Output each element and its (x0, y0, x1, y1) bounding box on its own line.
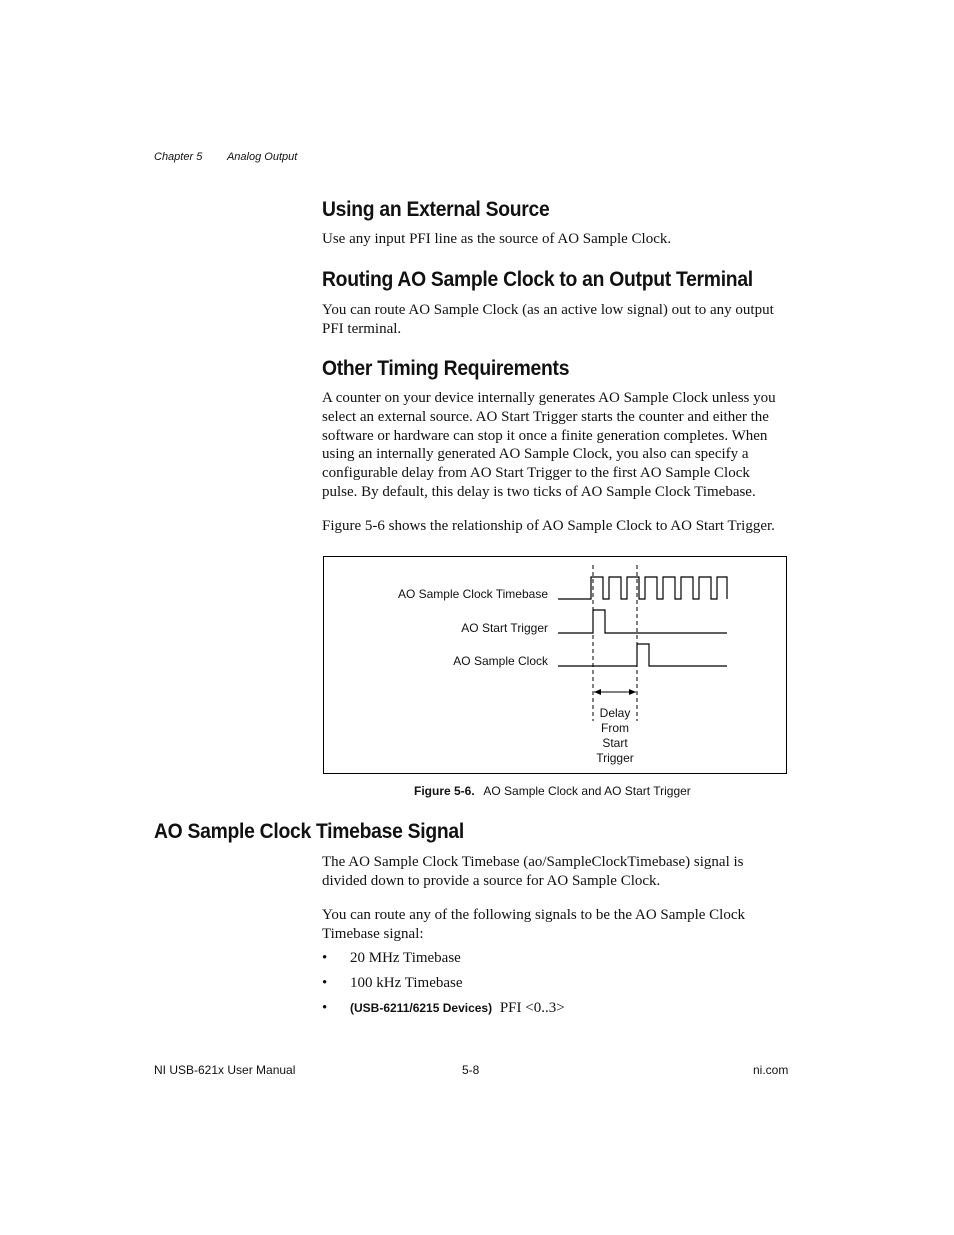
delay-label-line-1: Delay (599, 706, 631, 720)
delay-label-line-2: From (601, 721, 629, 735)
bullet-marker: • (322, 975, 328, 991)
running-head (154, 151, 319, 163)
heading-other-timing: Other Timing Requirements (322, 357, 570, 380)
footer-page-number: 5-8 (462, 1063, 480, 1077)
bullet-marker: • (322, 1000, 328, 1016)
delay-label-line-3: Start (602, 736, 628, 750)
waveform-timebase (558, 577, 727, 599)
running-head-title: Analog Output (226, 151, 298, 163)
running-head-chapter: Chapter 5 (154, 151, 203, 163)
list-item (322, 999, 565, 1024)
signal-label-start-trigger: AO Start Trigger (461, 621, 548, 635)
paragraph-external-source: Use any input PFI line as the source of AO Sample Clock. (322, 231, 672, 247)
paragraph-other-timing-1: A counter on your device internally generates AO Sample Clock unless you select an external source. AO Start Trigger starts the counter and either the software or hardware can stop it once a finite generation completes. When using an internally generated AO Sample Clock, you also can specify a configurable delay from AO Start Trigger to the first AO Sample Clock pulse. By default, this delay is two ticks of AO Sample Clock Timebase. (322, 390, 776, 500)
list-item-text: 100 kHz Timebase (350, 975, 463, 991)
heading-routing: Routing AO Sample Clock to an Output Terminal (322, 268, 753, 291)
waveform-sample-clock (558, 644, 727, 666)
delay-arrow-head-right (629, 689, 636, 695)
list-item (322, 949, 565, 974)
footer-website: ni.com (753, 1063, 789, 1077)
timing-diagram (323, 556, 787, 774)
signal-label-sample-clock: AO Sample Clock (453, 654, 548, 668)
heading-timebase-signal: AO Sample Clock Timebase Signal (154, 820, 464, 843)
figure-caption-number: Figure 5-6. (414, 784, 475, 798)
paragraph-timebase-1: The AO Sample Clock Timebase (ao/SampleClockTimebase) signal is divided down to provide a source for AO Sample Clock. (322, 854, 744, 889)
timing-diagram-svg (324, 557, 786, 773)
list-item (322, 974, 565, 999)
list-item-text: 20 MHz Timebase (350, 950, 461, 966)
delay-label-line-4: Trigger (596, 751, 634, 765)
footer-manual-title: NI USB-621x User Manual (154, 1063, 296, 1077)
waveform-start-trigger (558, 610, 727, 633)
paragraph-routing: You can route AO Sample Clock (as an active low signal) out to any output PFI terminal. (322, 302, 774, 337)
figure-caption-text: AO Sample Clock and AO Start Trigger (483, 784, 691, 798)
heading-using-external-source: Using an External Source (322, 198, 550, 221)
timebase-signal-list (322, 949, 565, 1024)
signal-label-timebase: AO Sample Clock Timebase (397, 587, 548, 601)
bullet-marker: • (322, 950, 328, 966)
figure-caption (414, 784, 691, 798)
list-item-text: PFI <0..3> (499, 1000, 565, 1016)
list-item-device-qualifier: (USB-6211/6215 Devices) (350, 1001, 493, 1015)
delay-arrow-head-left (594, 689, 601, 695)
paragraph-other-timing-2: Figure 5-6 shows the relationship of AO Sample Clock to AO Start Trigger. (322, 518, 775, 534)
paragraph-timebase-2: You can route any of the following signals to be the AO Sample Clock Timebase signal: (322, 907, 746, 942)
